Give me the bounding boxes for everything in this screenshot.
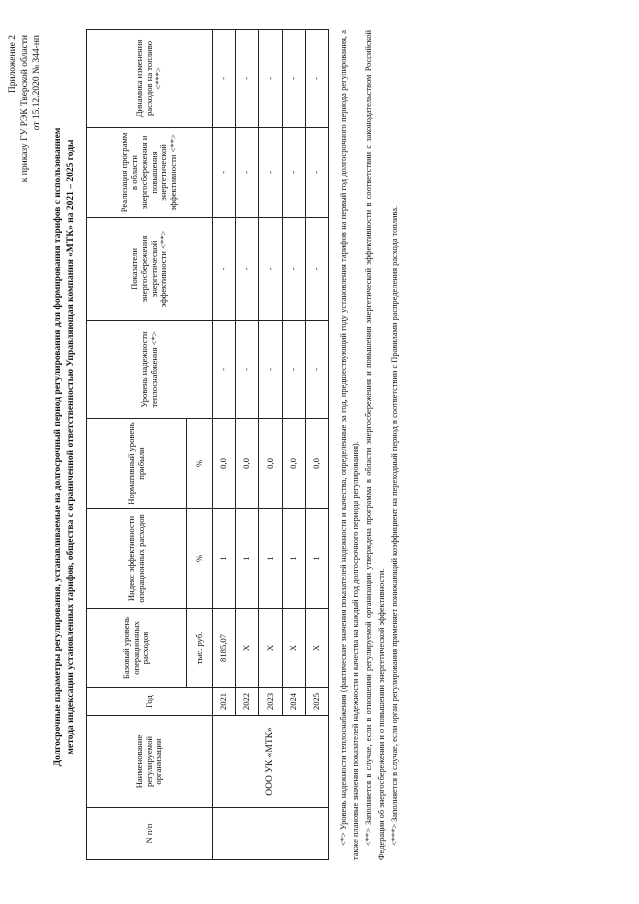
cell-fuel: -	[236, 29, 259, 127]
header-program: Реализация программ в области энергосбережения и повышения энергетической эффективности <**>	[87, 127, 213, 217]
cell-year: 2024	[282, 688, 305, 716]
header-reliability: Уровень надежности теплоснабжения <*>	[87, 320, 213, 418]
appendix-date: от 15.12.2020 № 344-нп	[31, 35, 42, 131]
cell-energy: -	[305, 217, 328, 320]
header-number: N п/п	[87, 808, 213, 860]
title-line-2: метода индексации установленных тарифов, общества с ограниченной ответственностью Управляющая компания «МТК» на 2021 – 2025 годы	[65, 139, 76, 755]
appendix-order: к приказу ГУ РЭК Тверской области	[19, 35, 30, 183]
cell-program: -	[259, 127, 282, 217]
cell-program: -	[213, 127, 236, 217]
cell-year: 2025	[305, 688, 328, 716]
cell-profit: 0,0	[236, 418, 259, 508]
cell-energy: -	[213, 217, 236, 320]
cell-reliability: -	[259, 320, 282, 418]
cell-index: 1	[282, 508, 305, 608]
cell-profit: 0,0	[259, 418, 282, 508]
cell-organization: ООО УК «МТК»	[213, 716, 329, 808]
cell-profit: 0,0	[305, 418, 328, 508]
footnote-3: <***> Заполняется в случае, если орган регулирования применяет понижающий коэффициент на переходный период в соответствии с Правилами распределения расхода топлива.	[389, 205, 399, 846]
footnote-2: <**> Заполняется в случае, если в отношении регулируемой организации утверждена программа в области энергосбережения и повышения энергетической эффективности в соответствии с законодательством Российской Федерации об энергосбережении и о повышении энергетической эффективности.	[364, 30, 386, 860]
cell-reliability: -	[213, 320, 236, 418]
appendix-title: Приложение 2	[8, 35, 18, 94]
unit-profit: %	[187, 418, 213, 508]
header-year: Год	[87, 688, 213, 716]
cell-index: 1	[213, 508, 236, 608]
cell-fuel: -	[259, 29, 282, 127]
cell-base: Х	[305, 608, 328, 687]
cell-energy: -	[236, 217, 259, 320]
document-title	[52, 12, 78, 882]
table-row	[213, 29, 236, 859]
cell-index: 1	[305, 508, 328, 608]
cell-fuel: -	[282, 29, 305, 127]
unit-base: тыс. руб.	[187, 608, 213, 687]
cell-year: 2021	[213, 688, 236, 716]
cell-program: -	[282, 127, 305, 217]
cell-program: -	[305, 127, 328, 217]
header-profit-level: Нормативный уровень прибыли	[87, 418, 187, 508]
header-base-level: Базовый уровень операционных расходов	[87, 608, 187, 687]
cell-index: 1	[236, 508, 259, 608]
cell-base: 8185,07	[213, 608, 236, 687]
cell-reliability: -	[305, 320, 328, 418]
cell-profit: 0,0	[282, 418, 305, 508]
header-fuel-dynamics: Динамика изменения расходов на топливо <***>	[87, 29, 213, 127]
appendix-block	[8, 35, 44, 182]
header-energy-saving: Показатели энергосбережения энергетической эффективности <**>	[87, 217, 213, 320]
cell-year: 2022	[236, 688, 259, 716]
cell-program: -	[236, 127, 259, 217]
header-efficiency-index: Индекс эффективности операционных расходов	[87, 508, 187, 608]
unit-index: %	[187, 508, 213, 608]
cell-energy: -	[259, 217, 282, 320]
cell-reliability: -	[236, 320, 259, 418]
title-line-1: Долгосрочные параметры регулирования, устанавливаемые на долгосрочный период регулирования для формирования тарифов с использованием	[53, 127, 63, 767]
cell-reliability: -	[282, 320, 305, 418]
cell-profit: 0,0	[213, 418, 236, 508]
cell-energy: -	[282, 217, 305, 320]
footnote-1: <*> Уровень надежности теплоснабжения (фактические значения показателей надежности и качества, определенные за год, предшествующий году установления тарифов на первый год долгосрочного периода регулирования, а также плановые значения показателей надежности и качества на каждый год долгосрочного периода регулирования).	[339, 30, 361, 860]
header-organization: Наименование регулируемой организации	[87, 716, 213, 808]
cell-fuel: -	[305, 29, 328, 127]
footnotes	[338, 30, 402, 860]
cell-base: Х	[236, 608, 259, 687]
cell-base: Х	[259, 608, 282, 687]
cell-base: Х	[282, 608, 305, 687]
cell-year: 2023	[259, 688, 282, 716]
cell-number	[213, 808, 329, 860]
cell-index: 1	[259, 508, 282, 608]
parameters-table	[86, 29, 329, 860]
cell-fuel: -	[213, 29, 236, 127]
